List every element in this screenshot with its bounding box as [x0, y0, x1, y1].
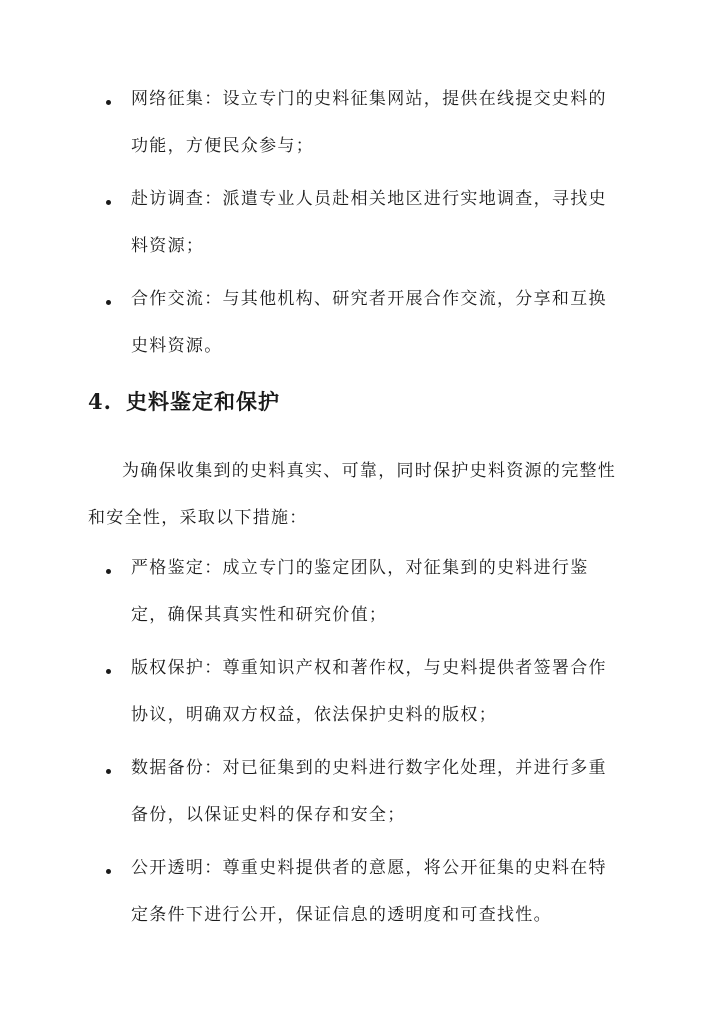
- bullet-dot-icon: [106, 200, 111, 205]
- list-item-text: 网络征集：设立专门的史料征集网站，提供在线提交史料的功能，方便民众参与；: [131, 89, 607, 156]
- section-number: 4.: [88, 389, 112, 414]
- list-item-text: 数据备份：对已征集到的史料进行数字化处理，并进行多重备份，以保证史料的保存和安全；: [131, 758, 607, 825]
- bullet-dot-icon: [106, 569, 111, 574]
- section-title: 史料鉴定和保护: [126, 390, 280, 414]
- section-heading: [88, 386, 280, 416]
- list-item-text: 严格鉴定：成立专门的鉴定团队，对征集到的史料进行鉴定，确保其真实性和研究价值；: [131, 558, 589, 625]
- section-intro-paragraph: 为确保收集到的史料真实、可靠，同时保护史料资源的完整性和安全性，采取以下措施：: [88, 461, 617, 528]
- bullet-dot-icon: [106, 100, 111, 105]
- bullet-dot-icon: [106, 300, 111, 305]
- bullet-dot-icon: [106, 869, 111, 874]
- list-item-text: 合作交流：与其他机构、研究者开展合作交流，分享和互换史料资源。: [131, 289, 607, 356]
- list-item-text: 公开透明：尊重史料提供者的意愿，将公开征集的史料在特定条件下进行公开，保证信息的透明度和可查找性。: [131, 858, 607, 925]
- list-item-text: 赴访调查：派遣专业人员赴相关地区进行实地调查，寻找史料资源；: [131, 189, 607, 256]
- bullet-dot-icon: [106, 769, 111, 774]
- list-item-text: 版权保护：尊重知识产权和著作权，与史料提供者签署合作协议，明确双方权益，依法保护史料的版权；: [131, 658, 607, 725]
- bullet-dot-icon: [106, 669, 111, 674]
